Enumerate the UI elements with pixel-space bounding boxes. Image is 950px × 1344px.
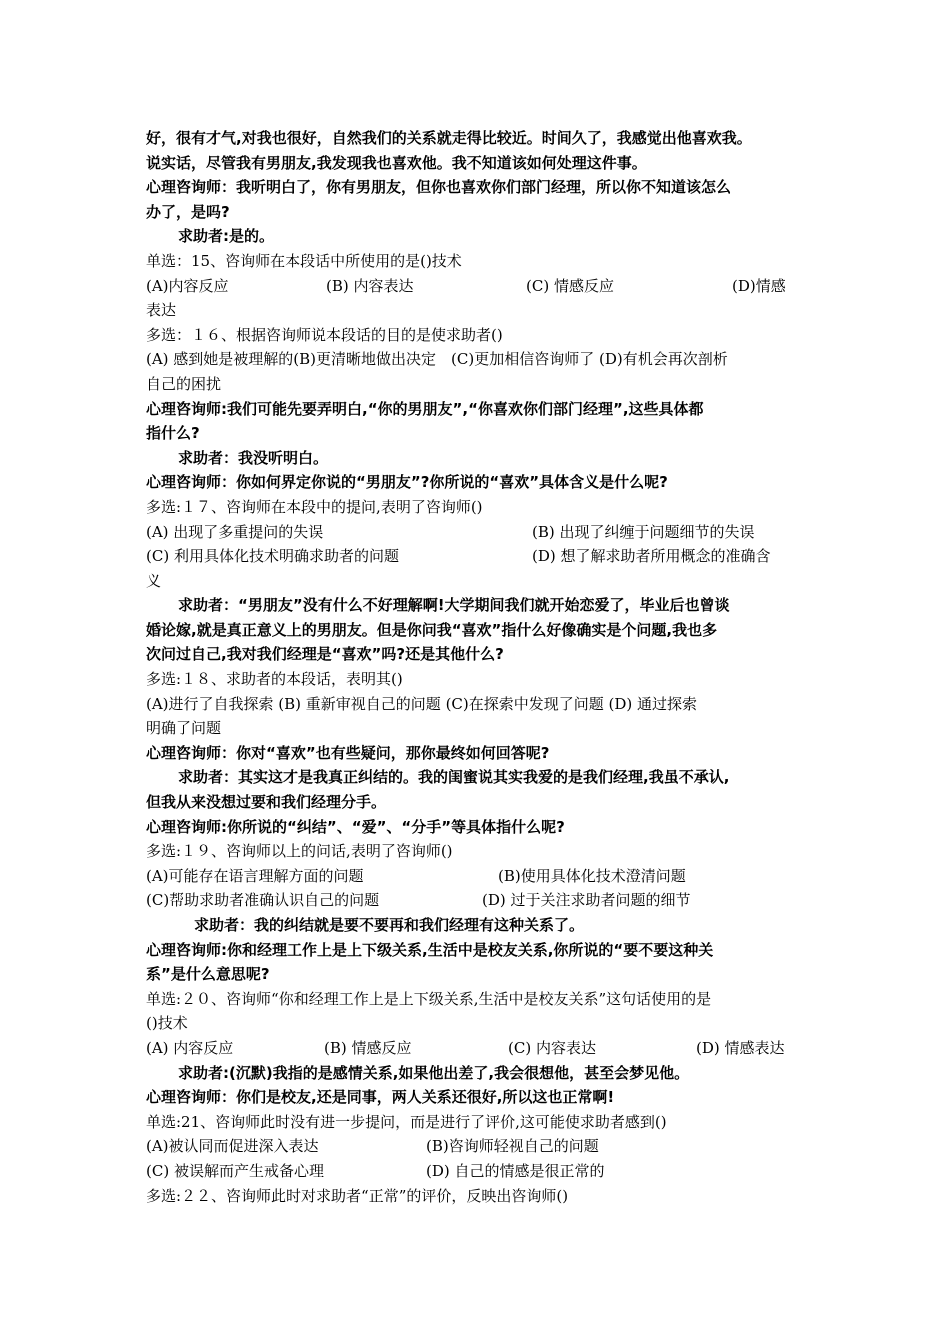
option-d: (D) 想了解求助者所用概念的准确含 xyxy=(532,547,771,566)
question-19: 多选:１９、咨询师以上的问话,表明了咨询师() xyxy=(146,842,453,861)
option-a: (A)内容反应 xyxy=(146,276,229,295)
question-21-options-cd xyxy=(146,1159,816,1184)
option-c: (C) 情感反应 xyxy=(526,276,614,295)
question-16: 多选：１６、根据咨询师说本段话的目的是使求助者() xyxy=(146,325,503,344)
client-line: 求助者：我的纠结就是要不要再和我们经理有这种关系了。 xyxy=(194,916,585,934)
option-c: (C) 利用具体化技术明确求助者的问题 xyxy=(146,547,399,566)
option-b: (B)咨询师轻视自己的问题 xyxy=(426,1137,599,1156)
client-line: 求助者：其实这才是我真正纠结的。我的闺蜜说其实我爱的是我们经理,我虽不承认, xyxy=(178,768,730,787)
option-continuation: 表达 xyxy=(146,301,177,320)
counselor-line: 指什么? xyxy=(146,424,200,443)
counselor-line: 心理咨询师：你们是校友,还是同事，两人关系还很好,所以这也正常啊! xyxy=(146,1088,615,1107)
option-c: (C) 被误解而产生戒备心理 xyxy=(146,1161,324,1180)
question-20: 单选:２０、咨询师“你和经理工作上是上下级关系,生活中是校友关系”这句话使用的是 xyxy=(146,989,712,1008)
counselor-line: 办了，是吗? xyxy=(146,202,230,221)
counselor-line: 心理咨询师:我们可能先要弄明白,“你的男朋友”,“你喜欢你们部门经理”,这些具体都 xyxy=(146,399,704,418)
question-22: 多选:２２、咨询师此时对求助者“正常”的评价，反映出咨询师() xyxy=(146,1186,569,1205)
question-20-options xyxy=(146,1036,816,1061)
option-d: (D) 过于关注求助者问题的细节 xyxy=(482,891,691,910)
option-b: (B) 情感反应 xyxy=(324,1038,412,1057)
option-continuation: 义 xyxy=(146,571,162,590)
question-19-options-ab xyxy=(146,864,816,889)
option-b: (B) 内容表达 xyxy=(326,276,414,295)
question-21-options-ab xyxy=(146,1134,816,1159)
client-line: 求助者：我没听明白。 xyxy=(178,448,329,467)
question-15-options xyxy=(146,274,816,299)
dialogue-line: 好，很有才气,对我也很好，自然我们的关系就走得比较近。时间久了，我感觉出他喜欢我。 xyxy=(146,129,752,147)
dialogue-line: 说实话，尽管我有男朋友,我发现我也喜欢他。我不知道该如何处理这件事。 xyxy=(146,153,647,172)
client-line: 求助者:(沉默)我指的是感情关系,如果他出差了,我会很想他，甚至会梦见他。 xyxy=(178,1063,690,1082)
option-c: (C) 内容表达 xyxy=(508,1038,596,1057)
counselor-line: 心理咨询师：我听明白了，你有男朋友，但你也喜欢你们部门经理，所以你不知道该怎么 xyxy=(146,178,732,197)
document-page xyxy=(146,126,816,1208)
question-19-options-cd xyxy=(146,888,816,913)
option-d: (D) 情感表达 xyxy=(696,1038,785,1057)
client-line: 求助者:是的。 xyxy=(178,227,274,246)
option-continuation: 自己的困扰 xyxy=(146,374,222,393)
option-continuation: 明确了问题 xyxy=(146,719,222,738)
client-line: 求助者：“男朋友”没有什么不好理解啊!大学期间我们就开始恋爱了，毕业后也曾谈 xyxy=(178,596,730,615)
client-line: 但我从来没想过要和我们经理分手。 xyxy=(146,793,387,812)
question-15: 单选：15、咨询师在本段话中所使用的是()技术 xyxy=(146,251,462,270)
option-a: (A)被认同而促进深入表达 xyxy=(146,1137,319,1156)
client-line: 婚论嫁,就是真正意义上的男朋友。但是你问我“喜欢”指什么好像确实是个问题,我也多 xyxy=(146,620,718,639)
option-d: (D)情感 xyxy=(732,276,786,295)
option-a: (A) 出现了多重提问的失误 xyxy=(146,522,324,541)
question-17: 多选:１７、咨询师在本段中的提问,表明了咨询师() xyxy=(146,497,483,516)
counselor-line: 心理咨询师:你所说的“纠结”、“爱”、“分手”等具体指什么呢? xyxy=(146,817,565,836)
counselor-line: 心理咨询师:你和经理工作上是上下级关系,生活中是校友关系,你所说的“要不要这种关 xyxy=(146,940,714,959)
question-21: 单选:21、咨询师此时没有进一步提问，而是进行了评价,这可能使求助者感到() xyxy=(146,1112,667,1131)
option-c: (C)帮助求助者准确认识自己的问题 xyxy=(146,891,380,910)
option-b: (B)使用具体化技术澄清问题 xyxy=(498,866,686,885)
question-20: ()技术 xyxy=(146,1014,188,1033)
option-a: (A)可能存在语言理解方面的问题 xyxy=(146,866,364,885)
option-a: (A) 内容反应 xyxy=(146,1038,234,1057)
counselor-line: 系”是什么意思呢? xyxy=(146,965,270,984)
option-b: (B) 出现了纠缠于问题细节的失误 xyxy=(532,522,755,541)
counselor-line: 心理咨询师：你对“喜欢”也有些疑问，那你最终如何回答呢? xyxy=(146,743,550,762)
question-17-options-cd xyxy=(146,544,816,569)
option-d: (D) 自己的情感是很正常的 xyxy=(426,1161,605,1180)
counselor-line: 心理咨询师：你如何界定你说的“男朋友”?你所说的“喜欢”具体含义是什么呢? xyxy=(146,473,668,492)
client-line: 次问过自己,我对我们经理是“喜欢”吗?还是其他什么? xyxy=(146,645,504,664)
question-17-options-ab xyxy=(146,520,816,545)
question-18: 多选:１８、求助者的本段话，表明其() xyxy=(146,670,403,689)
question-16-options: (A) 感到她是被理解的(B)更清晰地做出决定 (C)更加相信咨询师了 (D)有机会再次剖析 xyxy=(146,350,728,369)
question-18-options: (A)进行了自我探索 (B) 重新审视自己的问题 (C)在探索中发现了问题 (D) 通过探索 xyxy=(146,694,698,713)
